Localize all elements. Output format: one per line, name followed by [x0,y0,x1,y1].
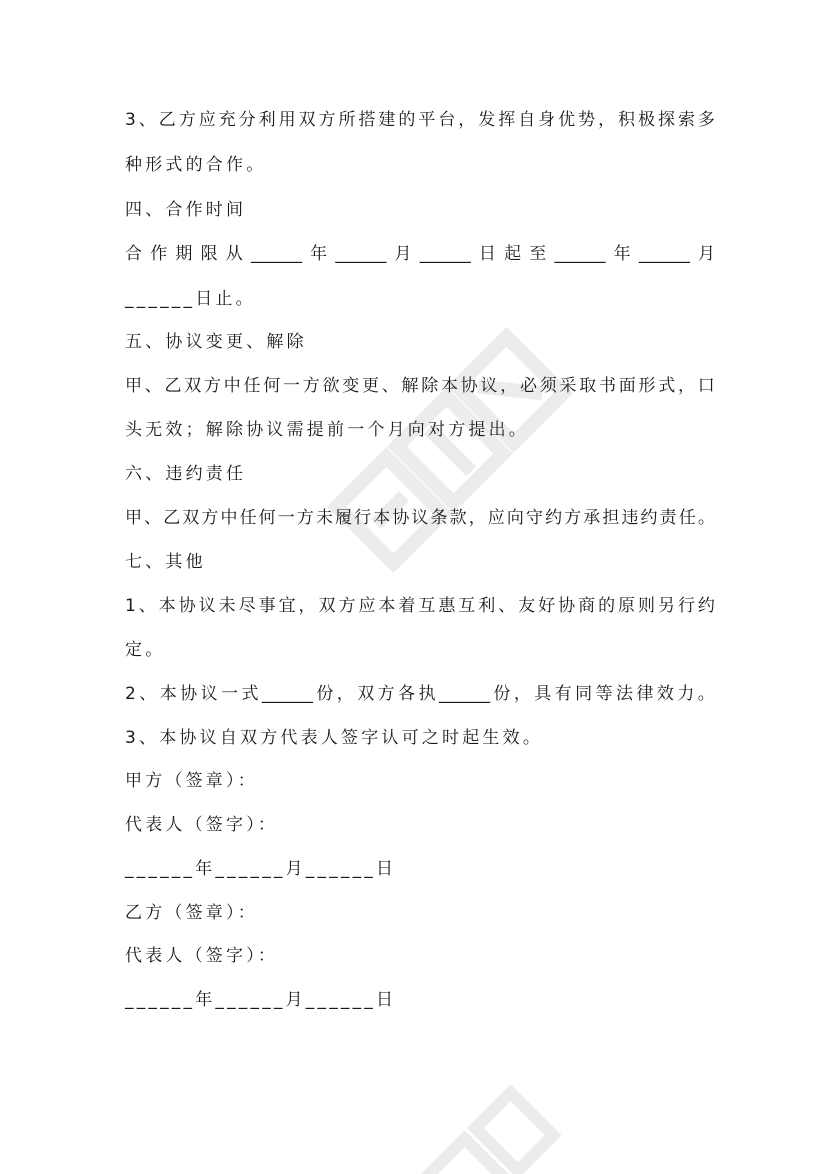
section-heading-other: 七、其他 [125,552,206,572]
text-line-other-1: 1 、 本 协 议 未 尽 事 宜 ， 双 方 应 本 着 互 惠 互 利 、 友 好 协 商 的 原 则 另 行 约 [125,596,715,616]
watermark-bottom-icon [420,1080,580,1174]
text-line-other-1-cont: 定。 [125,640,166,660]
section-heading-change-termination: 五、协议变更、解除 [125,332,307,352]
text-line-other-3: 3、本协议自双方代表人签字认可之时起生效。 [125,728,544,748]
text-line-cooperation-period: 合 作 期 限 从 ______ 年 ______ 月 ______ 日 起 至 ______ 年 ______ 月 [125,244,715,264]
party-a-representative-label: 代表人（签字）： [125,815,279,835]
party-b-representative-label: 代表人（签字）： [125,946,279,966]
section-heading-cooperation-time: 四、合作时间 [125,200,247,220]
text-line-other-2: 2 、 本 协 议 一 式 ______ 份 ， 双 方 各 执 ______ 份 ， 具 有 同 等 法 律 效 力 。 [125,684,715,704]
party-a-seal-label: 甲方（签章）： [125,771,258,791]
party-b-date-line: ______年______月______日 [125,990,397,1010]
text-line-breach: 甲 、 乙 双 方 中 任 何 一 方 未 履 行 本 协 议 条 款 ， 应 向 守 约 方 承 担 违 约 责 任 。 [125,508,715,528]
text-line-2: 种形式的合作。 [125,155,267,175]
text-line-change-2: 头无效；解除协议需提前一个月向对方提出。 [125,420,529,440]
text-line-change-1: 甲 、 乙 双 方 中 任 何 一 方 欲 变 更 、 解 除 本 协 议 ， 必 须 采 取 书 面 形 式 ， 口 [125,376,715,396]
party-a-date-line: ______年______月______日 [125,859,397,879]
text-line-1: 3 、 乙 方 应 充 分 利 用 双 方 所 搭 建 的 平 台 ， 发 挥 自 身 优 势 ， 积 极 探 索 多 [125,110,715,130]
party-b-seal-label: 乙方（签章）： [125,903,258,923]
section-heading-breach: 六、违约责任 [125,464,247,484]
text-line-period-end: ______日止。 [125,289,256,309]
